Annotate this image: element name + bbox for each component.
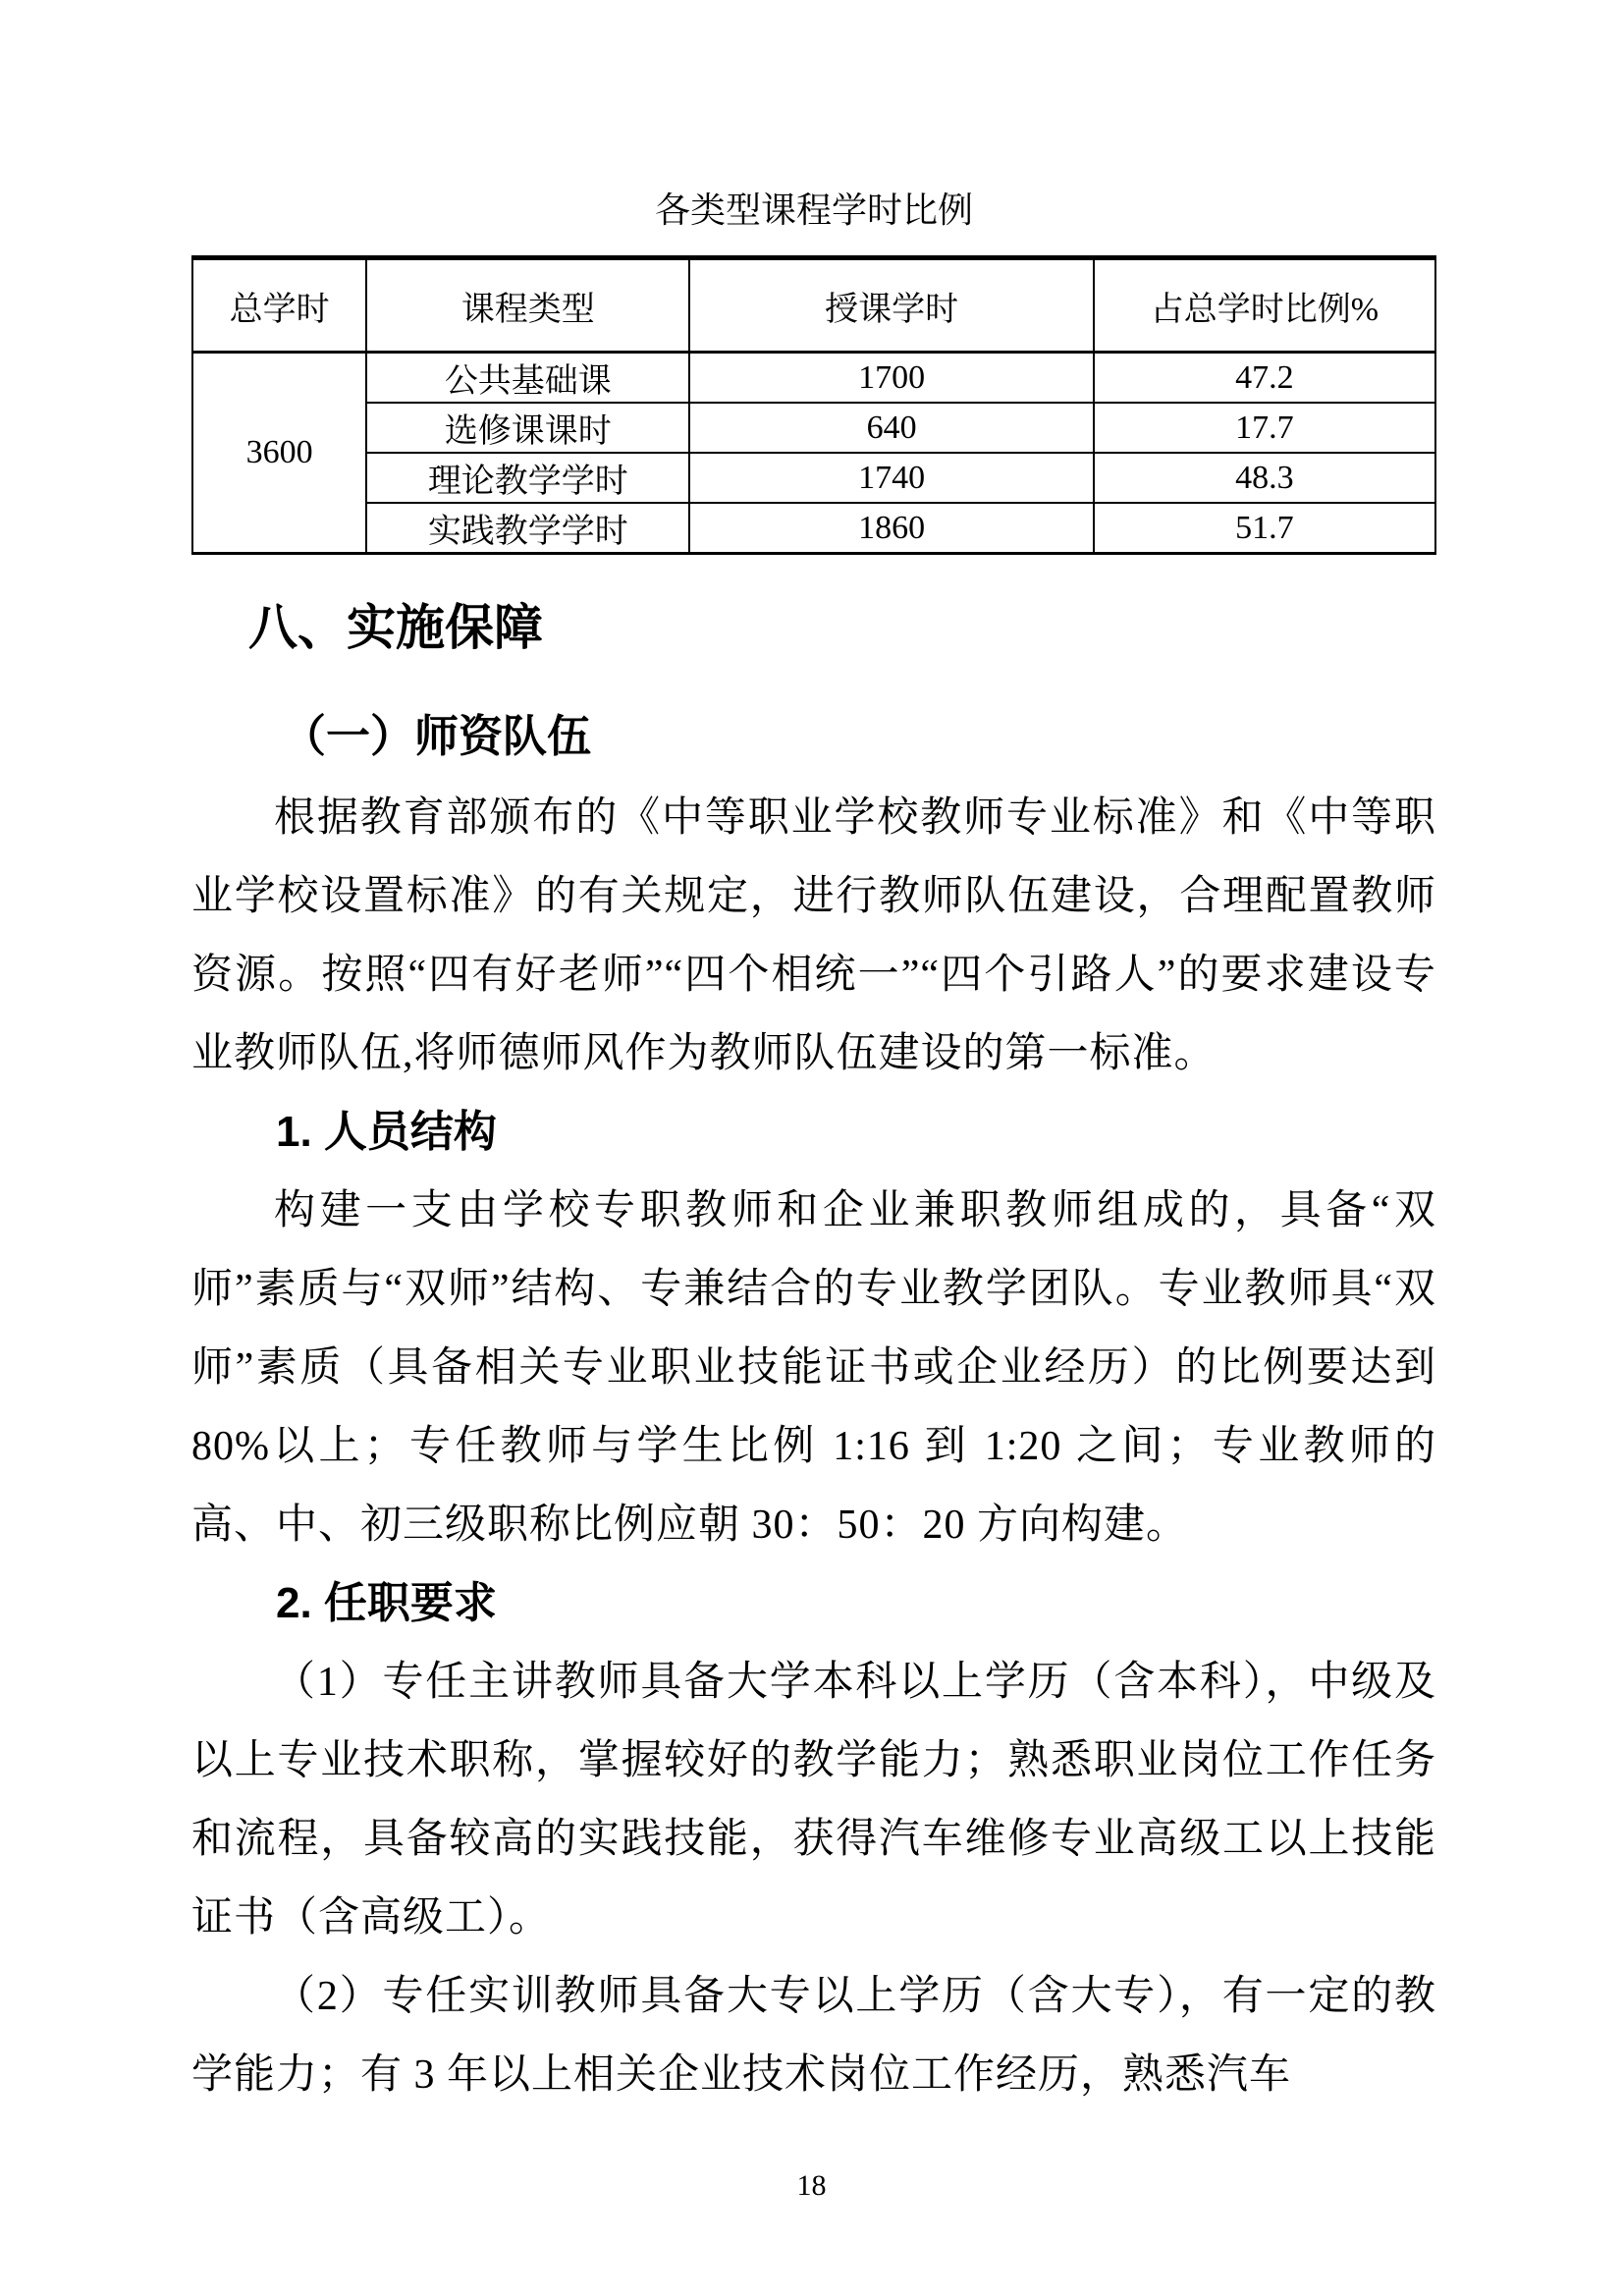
page-number: 18 xyxy=(796,2169,827,2202)
percent-cell: 17.7 xyxy=(1094,403,1435,453)
course-type-cell: 理论教学学时 xyxy=(366,453,689,503)
paragraph-requirement-2: （2）专任实训教师具备大专以上学历（含大专），有一定的教学能力；有 3 年以上相关企业技术岗位工作经历，熟悉汽车 xyxy=(191,1974,1436,2098)
teach-hours-cell: 1740 xyxy=(689,453,1093,503)
teach-hours-cell: 1860 xyxy=(689,503,1093,554)
subsection-heading-requirements: 2. 任职要求 xyxy=(276,1579,497,1627)
header-course-type: 课程类型 xyxy=(366,258,689,353)
course-type-cell: 公共基础课 xyxy=(366,353,689,404)
paragraph-personnel: 构建一支由学校专职教师和企业兼职教师组成的，具备“双师”素质与“双师”结构、专兼结合的专业教学团队。专业教师具“双师”素质（具备相关专业职业技能证书或企业经历）的比例要达到 80%以上；专任教师与学生比例 1:16 到 1:20 之间；专业教师的高、中、初三级职称比例应朝 30：50：20 方向构建。 xyxy=(191,1188,1436,1548)
paragraph-intro: 根据教育部颁布的《中等职业学校教师专业标准》和《中等职业学校设置标准》的有关规定，进行教师队伍建设，合理配置教师资源。按照“四有好老师”“四个相统一”“四个引路人”的要求建设专业教师队伍,将师德师风作为教师队伍建设的第一标准。 xyxy=(191,795,1436,1076)
header-total-hours: 总学时 xyxy=(192,258,366,353)
header-teach-hours: 授课学时 xyxy=(689,258,1093,353)
table-header-row xyxy=(192,258,1435,353)
section-heading-main: 八、实施保障 xyxy=(248,600,543,655)
header-percent: 占总学时比例% xyxy=(1094,258,1435,353)
teach-hours-cell: 1700 xyxy=(689,353,1093,404)
subsection-heading-personnel: 1. 人员结构 xyxy=(276,1108,497,1156)
table-row xyxy=(192,453,1435,503)
course-type-cell: 选修课课时 xyxy=(366,403,689,453)
percent-cell: 47.2 xyxy=(1094,353,1435,404)
teach-hours-cell: 640 xyxy=(689,403,1093,453)
total-hours-cell: 3600 xyxy=(192,353,366,554)
paragraph-requirement-1: （1）专任主讲教师具备大学本科以上学历（含本科），中级及以上专业技术职称，掌握较好的教学能力；熟悉职业岗位工作任务和流程，具备较高的实践技能，获得汽车维修专业高级工以上技能证书（含高级工）。 xyxy=(191,1660,1436,1941)
percent-cell: 48.3 xyxy=(1094,453,1435,503)
page-content xyxy=(191,0,1436,2114)
percent-cell: 51.7 xyxy=(1094,503,1435,554)
course-hours-table xyxy=(191,255,1436,555)
section-heading-sub: （一）师资队伍 xyxy=(282,712,592,761)
table-row xyxy=(192,353,1435,404)
course-type-cell: 实践教学学时 xyxy=(366,503,689,554)
table-row xyxy=(192,503,1435,554)
table-row xyxy=(192,403,1435,453)
table-title: 各类型课程学时比例 xyxy=(654,191,973,230)
